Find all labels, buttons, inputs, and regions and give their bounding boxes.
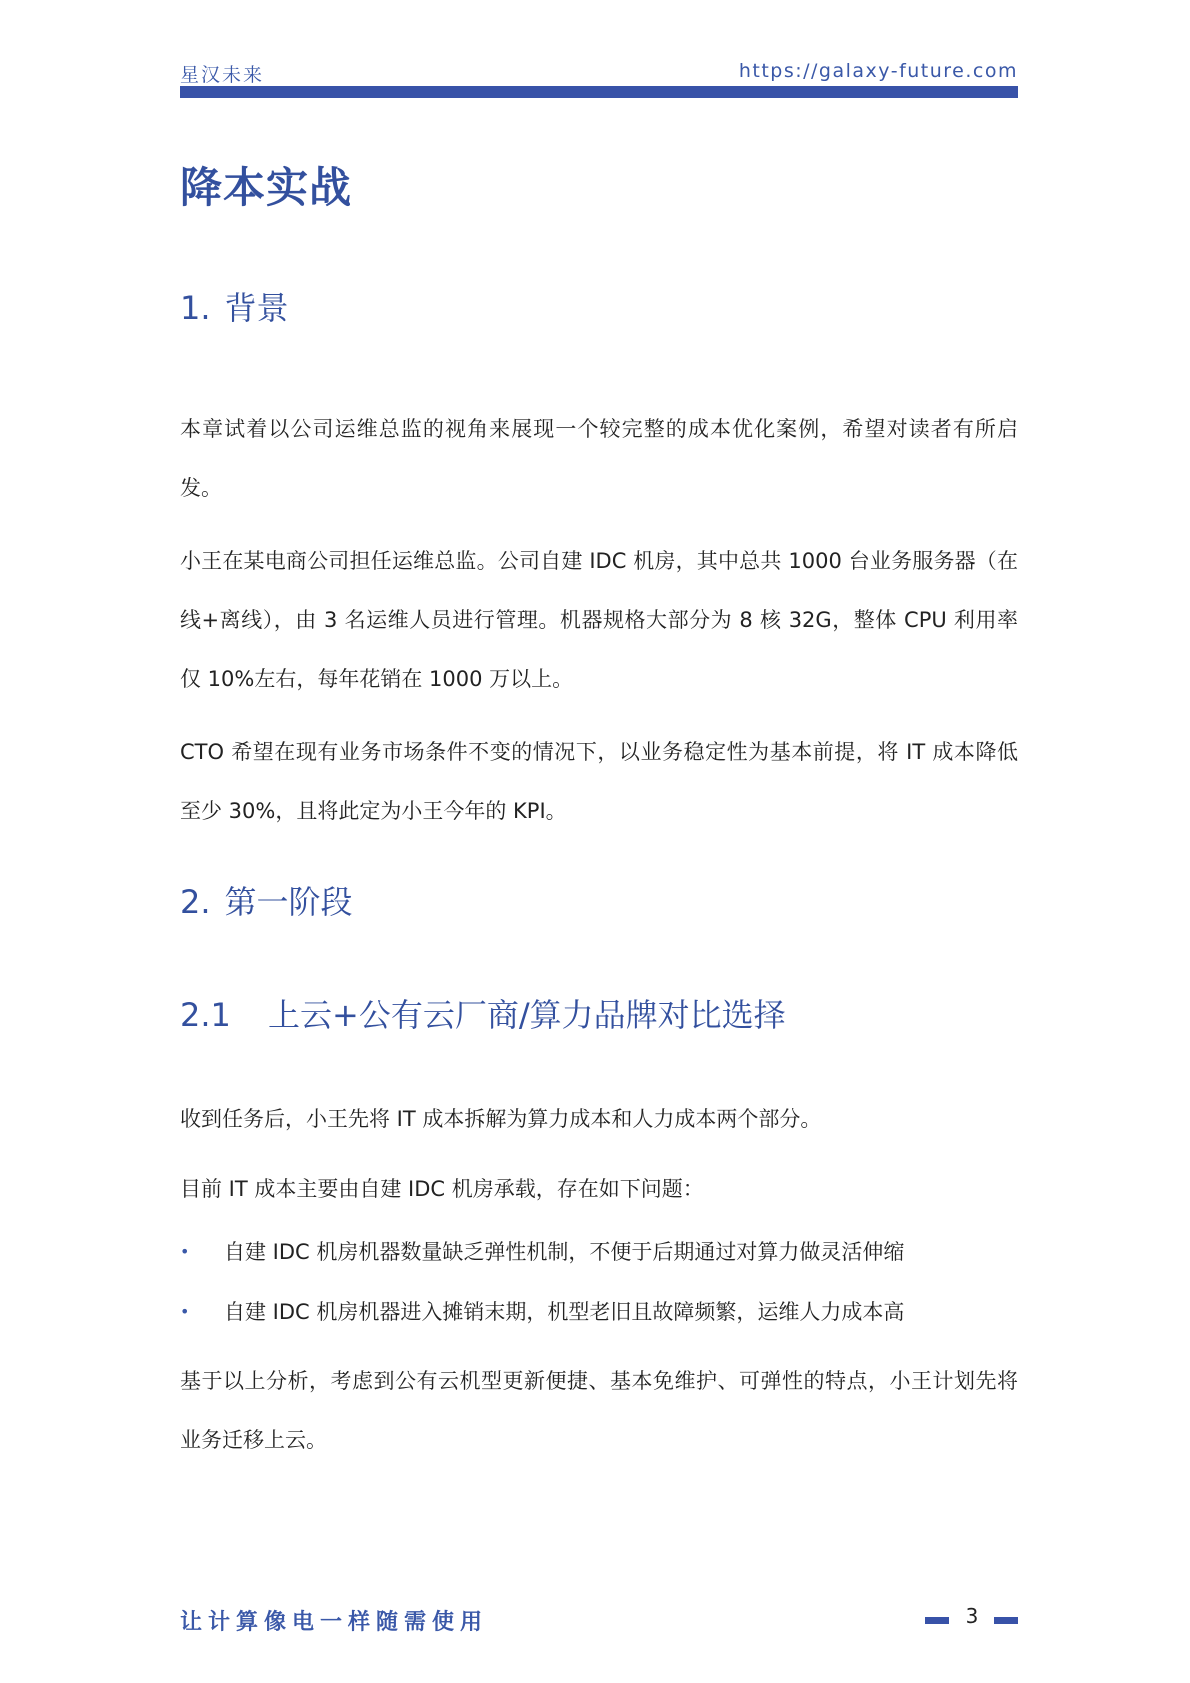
section-2-1-title: 上云+公有云厂商/算力品牌对比选择 bbox=[268, 996, 786, 1034]
bullet-dot-icon: • bbox=[180, 1242, 190, 1261]
bullet-dot-icon: • bbox=[180, 1302, 190, 1321]
header-url[interactable]: https://galaxy-future.com bbox=[738, 60, 1018, 82]
section-2-number: 2. bbox=[180, 883, 211, 921]
section-2-title: 第一阶段 bbox=[224, 883, 353, 921]
section-1-number: 1. bbox=[180, 289, 211, 327]
section-1-heading bbox=[180, 283, 289, 329]
section-2-1-paragraph-1: 收到任务后，小王先将 IT 成本拆解为算力成本和人力成本两个部分。 bbox=[180, 1107, 822, 1131]
list-item-text: 自建 IDC 机房机器进入摊销末期，机型老旧且故障频繁，运维人力成本高 bbox=[224, 1300, 905, 1324]
section-2-heading bbox=[180, 877, 353, 923]
header-divider-bar bbox=[180, 86, 1018, 98]
header-brand: 星汉未来 bbox=[180, 64, 265, 86]
footer-slogan: 让计算像电一样随需使用 bbox=[180, 1610, 489, 1635]
list-item-text: 自建 IDC 机房机器数量缺乏弹性机制，不便于后期通过对算力做灵活伸缩 bbox=[224, 1240, 905, 1264]
section-1-title: 背景 bbox=[224, 289, 289, 327]
footer-dash-left bbox=[925, 1617, 949, 1624]
section-1-paragraph-1: 本章试着以公司运维总监的视角来展现一个较完整的成本优化案例，希望对读者有所启发。 bbox=[180, 417, 1018, 500]
section-2-1-heading bbox=[180, 990, 786, 1036]
footer-dash-right bbox=[994, 1617, 1018, 1624]
section-1-paragraph-2: 小王在某电商公司担任运维总监。公司自建 IDC 机房，其中总共 1000 台业务服务器（在线+离线），由 3 名运维人员进行管理。机器规格大部分为 8 核 32G，整体 CPU 利用率仅 10%左右，每年花销在 1000 万以上。 bbox=[180, 549, 1018, 691]
page-number: 3 bbox=[965, 1604, 979, 1628]
section-2-1-paragraph-3: 基于以上分析，考虑到公有云机型更新便捷、基本免维护、可弹性的特点，小王计划先将业务迁移上云。 bbox=[180, 1369, 1018, 1452]
page-title: 降本实战 bbox=[180, 163, 353, 212]
section-2-1-number: 2.1 bbox=[180, 996, 231, 1034]
section-2-1-paragraph-2: 目前 IT 成本主要由自建 IDC 机房承载，存在如下问题： bbox=[180, 1177, 704, 1201]
section-1-paragraph-3: CTO 希望在现有业务市场条件不变的情况下，以业务稳定性为基本前提，将 IT 成本降低至少 30%，且将此定为小王今年的 KPI。 bbox=[180, 740, 1018, 823]
